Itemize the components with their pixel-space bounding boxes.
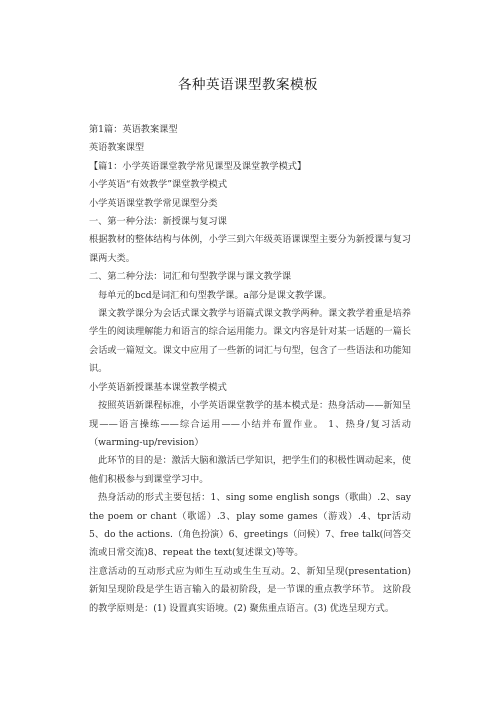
document-title: 各种英语课型教案模板 [178,77,318,93]
paragraph-presentation: 注意活动的互动形式应为师生互动或生生互动。2、新知呈现(presentation) 新知呈现阶段是学生语言输入的最初阶段，是一节课的重点教学环节。 这阶段的教学原则是：(1) 设置真实语境。(2) 聚焦重点语言。(3) 优选呈现方式。 [89,565,411,614]
paragraph-warmup-forms: 热身活动的形式主要包括：1、sing some english songs（歌曲）.2、say the poem or chant（歌谣）.3、play some games（游戏）.4、tpr活动 5、do the actions.（角色扮演）6、greetings（问候）7、free talk(问答交流或日常交流)8、repeat the text(复述课文)等等。 [89,492,411,559]
paragraph-classification-title: 小学英语课堂教学常见课型分类 [89,197,218,209]
paragraph-first-method-desc: 根据教材的整体结构与体例，小学三到六年级英语课课型主要分为新授课与复习课两大类。 [89,234,411,264]
paragraph-basic-mode: 按照英语新课程标准，小学英语课堂教学的基本模式是：热身活动——新知呈现——语言操练——综合运用——小结并布置作业。 1、热身/复习活动（warming-up/revision） [89,400,411,448]
paragraph-text-lesson: 课文教学课分为会话式课文教学与语篇式课文教学两种。课文教学着重是培养学生的阅读理解能力和语言的综合运用能力。课文内容是针对某一话题的一篇长会话或一篇短文。课文中应用了一些新的词汇与句型，包含了一些语法和功能知识。 [89,308,411,375]
paragraph-second-method-desc: 每单元的bcd是词汇和句型教学课。a部分是课文教学课。 [98,289,332,301]
document-body [89,121,411,618]
paragraph-first-method: 一、第一种分法：新授课与复习课 [89,216,227,228]
paragraph-section-title: 【篇1：小学英语课堂教学常见课型及课堂教学模式】 [89,160,307,172]
paragraph-subtitle: 英语教案课型 [89,142,145,154]
paragraph-heading-1: 第1篇：英语教案课型 [89,124,178,135]
paragraph-second-method: 二、第二种分法：词汇和句型教学课与课文教学课 [89,271,292,283]
paragraph-mode-title: 小学英语“有效教学”课堂教学模式 [89,179,228,191]
paragraph-new-lesson-mode: 小学英语新授课基本课堂教学模式 [89,381,227,393]
paragraph-warmup-purpose: 此环节的目的是：激活大脑和激活已学知识，把学生们的积极性调动起来，使他们积极参与到课堂学习中。 [89,455,411,485]
